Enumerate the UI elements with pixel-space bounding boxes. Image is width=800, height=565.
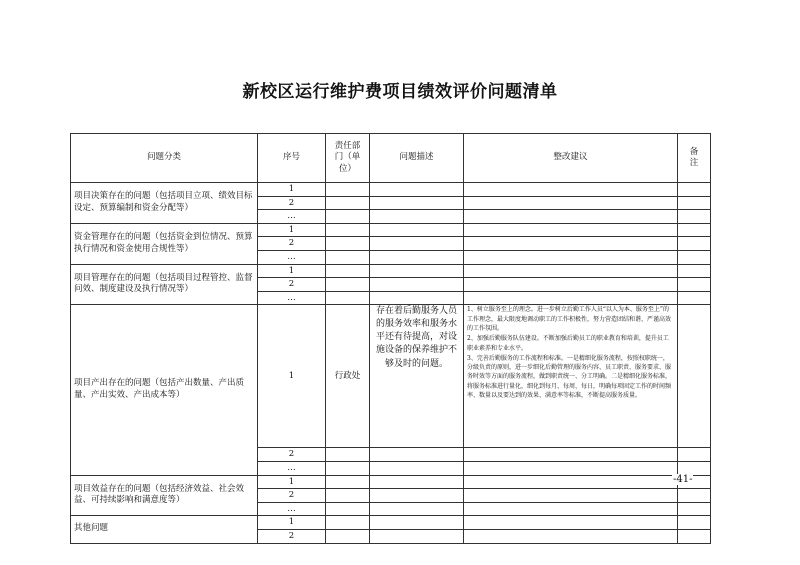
issues-table bbox=[70, 133, 711, 544]
category-cell: 项目效益存在的问题（包括经济效益、社会效益、可持续影响和满意度等） bbox=[71, 475, 258, 516]
seq-cell: 1 bbox=[258, 516, 326, 530]
description-cell bbox=[370, 516, 464, 530]
seq-cell: 1 bbox=[258, 305, 326, 448]
note-cell bbox=[678, 305, 711, 448]
seq-cell: 2 bbox=[258, 448, 326, 462]
suggestion-cell bbox=[464, 278, 678, 292]
description-cell bbox=[370, 529, 464, 543]
unit-cell bbox=[326, 196, 370, 210]
table-header-row bbox=[71, 134, 711, 183]
unit-cell bbox=[326, 448, 370, 462]
category-cell: 其他问题 bbox=[71, 516, 258, 543]
note-cell bbox=[678, 529, 711, 543]
header-description: 问题描述 bbox=[370, 134, 464, 183]
description-cell bbox=[370, 183, 464, 197]
suggestion-cell bbox=[464, 237, 678, 251]
category-cell: 资金管理存在的问题（包括资金到位情况、预算执行情况和资金使用合规性等） bbox=[71, 223, 258, 264]
suggestion-cell bbox=[464, 223, 678, 237]
table-row bbox=[71, 516, 711, 530]
note-cell bbox=[678, 210, 711, 224]
table-row bbox=[71, 183, 711, 197]
note-cell bbox=[678, 237, 711, 251]
seq-cell: 2 bbox=[258, 489, 326, 503]
note-cell bbox=[678, 448, 711, 462]
unit-cell bbox=[326, 250, 370, 264]
seq-cell: 1 bbox=[258, 264, 326, 278]
description-cell bbox=[370, 502, 464, 516]
note-cell bbox=[678, 264, 711, 278]
suggestion-cell bbox=[464, 448, 678, 462]
suggestion-cell bbox=[464, 250, 678, 264]
description-cell bbox=[370, 210, 464, 224]
unit-cell bbox=[326, 291, 370, 305]
description-cell bbox=[370, 223, 464, 237]
suggestion-cell bbox=[464, 210, 678, 224]
category-cell: 项目管理存在的问题（包括项目过程管控、监督问效、制度建设及执行情况等） bbox=[71, 264, 258, 305]
seq-cell: 1 bbox=[258, 183, 326, 197]
seq-cell: 2 bbox=[258, 196, 326, 210]
unit-cell bbox=[326, 210, 370, 224]
note-cell bbox=[678, 461, 711, 475]
unit-cell bbox=[326, 461, 370, 475]
unit-cell bbox=[326, 237, 370, 251]
note-cell bbox=[678, 489, 711, 503]
suggestion-cell bbox=[464, 183, 678, 197]
suggestion-cell bbox=[464, 475, 678, 489]
description-cell bbox=[370, 475, 464, 489]
description-cell bbox=[370, 250, 464, 264]
unit-cell bbox=[326, 516, 370, 530]
description-cell bbox=[370, 461, 464, 475]
category-cell: 项目产出存在的问题（包括产出数量、产出质量、产出实效、产出成本等） bbox=[71, 305, 258, 475]
description-cell bbox=[370, 291, 464, 305]
seq-cell: 2 bbox=[258, 237, 326, 251]
suggestion-cell bbox=[464, 264, 678, 278]
table-row bbox=[71, 223, 711, 237]
note-cell bbox=[678, 196, 711, 210]
suggestion-cell bbox=[464, 516, 678, 530]
suggestion-paragraph: 3、完善后勤服务的工作流程和标准。一是精细化服务流程，按照权职统一，分级负责的原则，进一步细化后勤管理的服务内容、员工职责、服务要求、服务时效等方面的服务流程，做到职责统一、分工明确。二是精细化服务标准，将服务标准进行量化，细化到每月、每周、每日，明确每项固定工作的时间频率、数量以及要达到的效果、满意率等标准，不断提高服务质量。 bbox=[467, 354, 672, 400]
description-cell bbox=[370, 196, 464, 210]
unit-cell: 行政处 bbox=[326, 305, 370, 448]
table-row bbox=[71, 305, 711, 448]
note-cell bbox=[678, 502, 711, 516]
suggestion-paragraph: 2、加强后勤服务队伍建设。不断加强后勤员工的职业教育和培训，提升员工职业素养和专业水平。 bbox=[467, 335, 669, 352]
note-cell bbox=[678, 183, 711, 197]
header-seq: 序号 bbox=[258, 134, 326, 183]
description-cell bbox=[370, 489, 464, 503]
unit-cell bbox=[326, 489, 370, 503]
seq-cell: 2 bbox=[258, 529, 326, 543]
note-cell bbox=[678, 223, 711, 237]
suggestion-paragraph: 1、树立服务至上的理念。进一步树立后勤工作人员“以人为本、服务至上”的工作理念，最大限度地调动职工的工作积极性，努力营造团结和谐、严谨高效的工作氛围。 bbox=[467, 306, 672, 332]
unit-cell bbox=[326, 278, 370, 292]
description-cell bbox=[370, 237, 464, 251]
seq-cell: … bbox=[258, 210, 326, 224]
seq-cell: 1 bbox=[258, 223, 326, 237]
issues-table-body bbox=[71, 183, 711, 544]
unit-cell bbox=[326, 223, 370, 237]
seq-cell: … bbox=[258, 250, 326, 264]
suggestion-cell bbox=[464, 291, 678, 305]
unit-cell bbox=[326, 264, 370, 278]
description-cell bbox=[370, 448, 464, 462]
unit-cell bbox=[326, 475, 370, 489]
page-number: -41- bbox=[673, 474, 693, 485]
suggestion-cell bbox=[464, 461, 678, 475]
seq-cell: … bbox=[258, 502, 326, 516]
seq-cell: … bbox=[258, 291, 326, 305]
suggestion-cell bbox=[464, 305, 678, 448]
page-title: 新校区运行维护费项目绩效评价问题清单 bbox=[242, 82, 558, 102]
header-note: 备注 bbox=[678, 134, 711, 183]
note-cell bbox=[678, 291, 711, 305]
suggestion-cell bbox=[464, 529, 678, 543]
seq-cell: … bbox=[258, 461, 326, 475]
note-cell bbox=[678, 278, 711, 292]
unit-cell bbox=[326, 183, 370, 197]
seq-cell: 1 bbox=[258, 475, 326, 489]
table-row bbox=[71, 475, 711, 489]
suggestion-cell bbox=[464, 489, 678, 503]
description-cell bbox=[370, 278, 464, 292]
suggestion-cell bbox=[464, 502, 678, 516]
table-row bbox=[71, 264, 711, 278]
header-category: 问题分类 bbox=[71, 134, 258, 183]
header-suggestion: 整改建议 bbox=[464, 134, 678, 183]
note-cell bbox=[678, 250, 711, 264]
description-cell bbox=[370, 264, 464, 278]
header-unit: 责任部门（单位） bbox=[326, 134, 370, 183]
seq-cell: 2 bbox=[258, 278, 326, 292]
category-cell: 项目决策存在的问题（包括项目立项、绩效目标设定、预算编制和资金分配等） bbox=[71, 183, 258, 224]
unit-cell bbox=[326, 502, 370, 516]
note-cell bbox=[678, 516, 711, 530]
suggestion-cell bbox=[464, 196, 678, 210]
unit-cell bbox=[326, 529, 370, 543]
description-cell: 存在着后勤服务人员的服务效率和服务水平还有待提高，对设施设备的保养维护不够及时的问题。 bbox=[370, 305, 464, 448]
